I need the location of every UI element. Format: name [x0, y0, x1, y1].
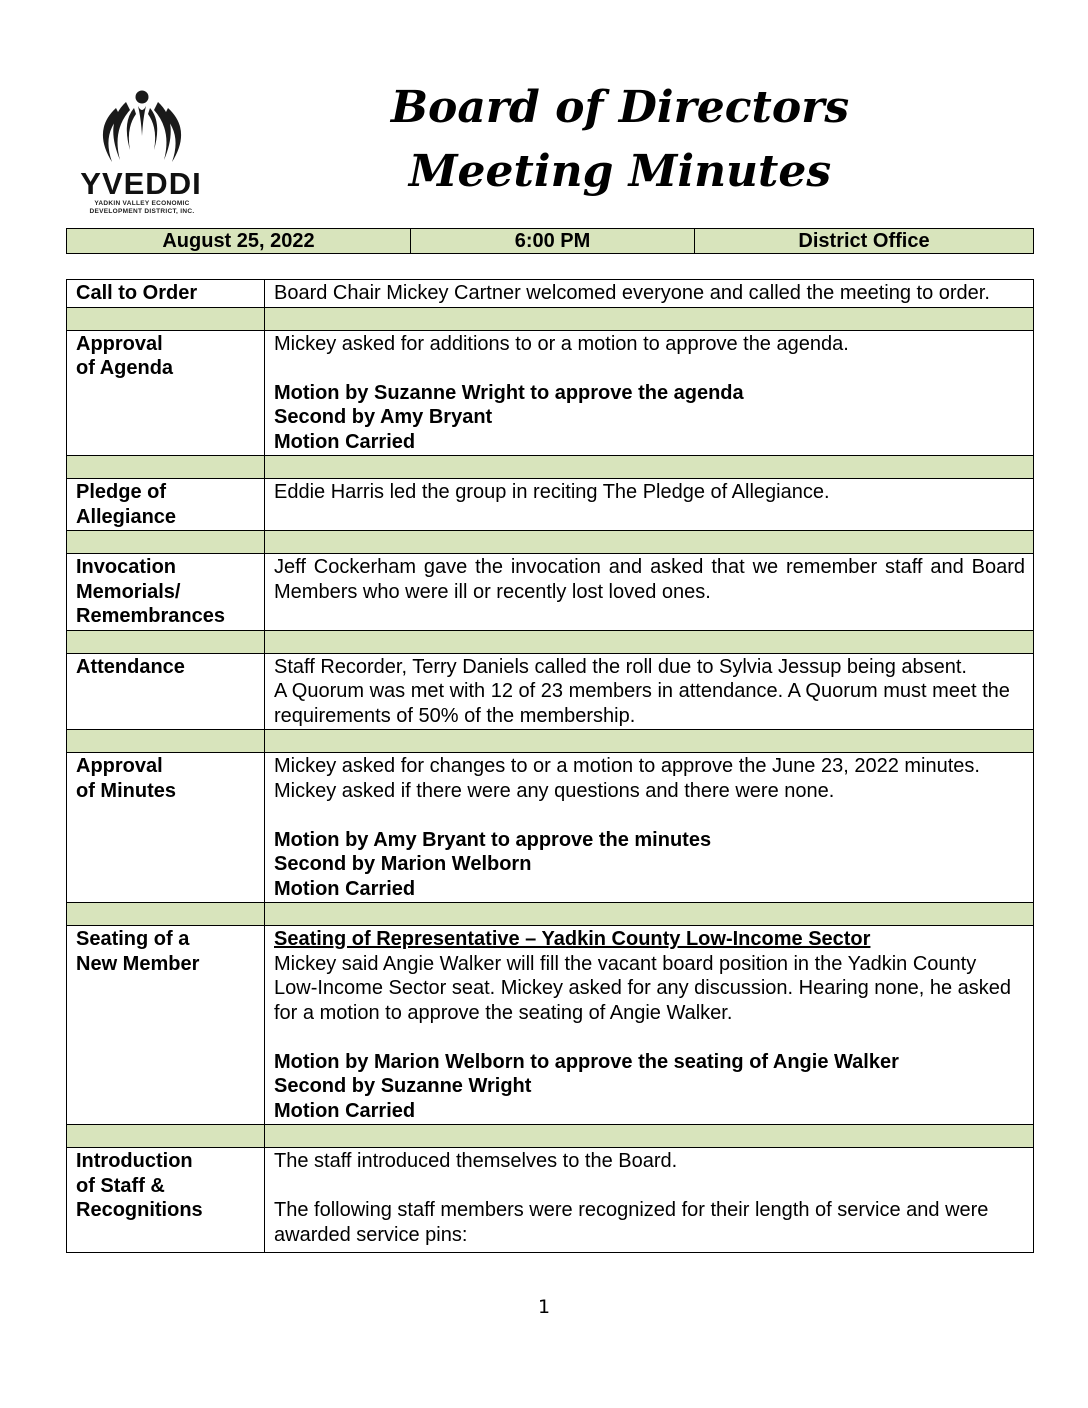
section-approval-of-agenda	[67, 330, 1034, 456]
section-text: Mickey said Angie Walker will fill the vacant board position in the Yadkin County Low-Income Sector seat. Mickey asked for any discussion. Hearing none, he asked for a motion to approve the seating of Angie Walker.	[274, 952, 1012, 1024]
meeting-info-row	[67, 229, 1034, 254]
label-line: Approval	[76, 755, 163, 777]
separator-row	[67, 1125, 1034, 1148]
logo-wordmark: YVEDDI	[80, 166, 202, 201]
section-content	[265, 1148, 1034, 1253]
separator-row	[67, 307, 1034, 330]
minutes-table	[66, 279, 1034, 1253]
section-call-to-order	[67, 280, 1034, 308]
section-label	[67, 753, 265, 903]
motion-text: Motion by Amy Bryant to approve the minutes	[274, 828, 712, 851]
motion-result: Motion Carried	[274, 430, 416, 453]
section-content	[265, 330, 1034, 456]
label-line: of Minutes	[76, 779, 176, 802]
section-invocation	[67, 554, 1034, 631]
section-seating-new-member	[67, 926, 1034, 1125]
section-content	[265, 926, 1034, 1125]
motion-text: Motion by Suzanne Wright to approve the agenda	[274, 381, 744, 404]
section-label: Call to Order	[67, 280, 265, 308]
title-line-1: Board of Directors	[390, 82, 850, 133]
separator-row	[67, 630, 1034, 653]
section-approval-of-minutes	[67, 753, 1034, 903]
section-text: A Quorum was met with 12 of 23 members in attendance. A Quorum must meet the requirements of 50% of the membership.	[274, 680, 1010, 727]
label-line: Remembrances	[76, 605, 225, 627]
label-line: of Staff &	[76, 1174, 165, 1197]
meeting-info-table	[66, 228, 1034, 254]
second-text: Second by Marion Welborn	[274, 853, 532, 875]
separator-row	[67, 730, 1034, 753]
logo-subtitle: YADKIN VALLEY ECONOMIC DEVELOPMENT DISTRICT, INC.	[89, 200, 195, 215]
meeting-location: District Office	[695, 229, 1034, 254]
separator-row	[67, 531, 1034, 554]
title-line-2: Meeting Minutes	[408, 146, 832, 197]
document-title	[330, 76, 910, 204]
label-line: Approval	[76, 332, 163, 355]
section-heading: Seating of Representative – Yadkin County Low-Income Sector	[274, 928, 871, 950]
section-label	[67, 479, 265, 531]
label-line: Memorials/	[76, 580, 181, 603]
label-line: of Agenda	[76, 357, 174, 379]
second-text: Second by Suzanne Wright	[274, 1075, 532, 1097]
motion-result: Motion Carried	[274, 877, 416, 900]
section-content	[265, 753, 1034, 903]
section-text: The following staff members were recognized for their length of service and were awarded service pins:	[274, 1199, 989, 1246]
section-text: The staff introduced themselves to the Board.	[274, 1150, 678, 1172]
section-text: Board Chair Mickey Cartner welcomed everyone and called the meeting to order.	[265, 280, 1034, 308]
meeting-date: August 25, 2022	[67, 229, 411, 254]
section-label	[67, 1148, 265, 1253]
label-line: Introduction	[76, 1150, 193, 1172]
meeting-time: 6:00 PM	[411, 229, 695, 254]
organization-logo	[72, 88, 212, 218]
section-label: Attendance	[67, 653, 265, 730]
separator-row	[67, 456, 1034, 479]
label-line: Seating of a	[76, 928, 190, 950]
section-text: Mickey asked for changes to or a motion to approve the June 23, 2022 minutes.	[274, 755, 980, 777]
section-text: Jeff Cockerham gave the invocation and asked that we remember staff and Board Members who were ill or recently lost loved ones.	[265, 554, 1034, 631]
section-content	[265, 653, 1034, 730]
second-text: Second by Amy Bryant	[274, 406, 493, 428]
motion-result: Motion Carried	[274, 1099, 416, 1122]
section-label	[67, 554, 265, 631]
page-number: 1	[537, 1296, 551, 1318]
section-text: Eddie Harris led the group in reciting The Pledge of Allegiance.	[265, 479, 1034, 531]
label-line: Recognitions	[76, 1199, 203, 1221]
label-line: Invocation	[76, 556, 177, 578]
section-attendance	[67, 653, 1034, 730]
label-line: Pledge of	[76, 481, 167, 503]
label-line: Allegiance	[76, 505, 177, 528]
section-text: Mickey asked for additions to or a motion to approve the agenda.	[274, 332, 849, 355]
section-text: Staff Recorder, Terry Daniels called the roll due to Sylvia Jessup being absent.	[274, 655, 967, 678]
section-text: Mickey asked if there were any questions and there were none.	[274, 779, 835, 802]
motion-text: Motion by Marion Welborn to approve the seating of Angie Walker	[274, 1050, 899, 1073]
section-pledge-of-allegiance	[67, 479, 1034, 531]
section-label	[67, 926, 265, 1125]
separator-row	[67, 903, 1034, 926]
section-introduction-of-staff	[67, 1148, 1034, 1253]
label-line: New Member	[76, 952, 200, 975]
yveddi-logo-icon	[96, 88, 188, 166]
section-label	[67, 330, 265, 456]
